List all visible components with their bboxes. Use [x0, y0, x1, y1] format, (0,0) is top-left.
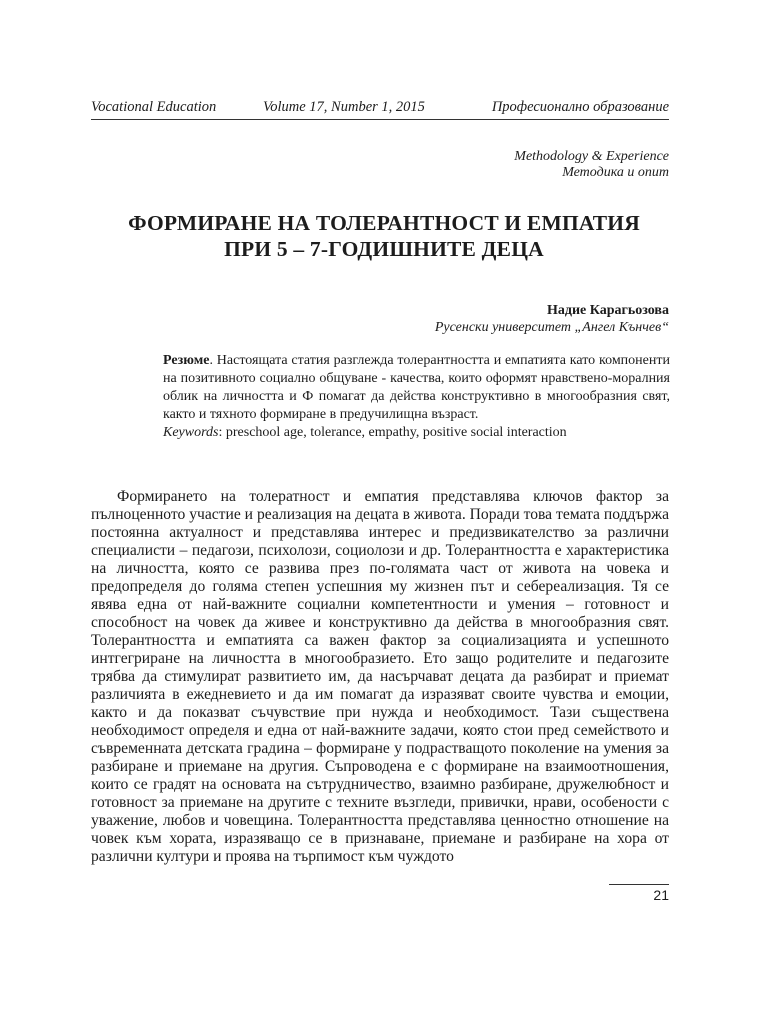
header-rule	[91, 119, 669, 120]
article-title-line-1: ФОРМИРАНЕ НА ТОЛЕРАНТНОСТ И ЕМПАТИЯ	[128, 211, 640, 235]
abstract-paragraph	[163, 352, 670, 424]
article-title	[80, 210, 688, 262]
author-block	[435, 302, 669, 336]
section-label-bg: Методика и опит	[562, 165, 669, 180]
body-paragraph: Формирането на толератност и емпатия представлява ключов фактор за пълноценното участие и реализация на децата в живота. Поради това темата поддържа постоянна актуалност и представлява интерес и предизвикателство за различни специалисти – педагози, психолози, социолози и др. Толерантността е характеристика на личността, която се развива през по-голямата част от живота на човека и предопределя до голяма степен успешния му жизнен път и себереализация. Тя се явява една от най-важните социални компетентности и умения – готовност и способност на човек да живее и конструктивно да действа в многообразния свят. Толерантността и емпатията са важен фактор за социализацията и успешното интгегриране на личността в многообразието. Ето защо родителите и педагозите трябва да стимулират развитието им, да насърчават децата да разбират и приемат различията в ежедневието и да им помагат да изразяват своите чувства и емоции, както и да показват съчувствие при нужда и необходимост. Тази съществена необходимост определя и една от най-важните задачи, която стои пред семейството и съвременната детската градина – формиране у подрастващото поколение на умения за разбиране и приемане на другия. Съпроводена е с формиране на взаимоотношения, които се градят на основата на сътрудничество, взаимно разбиране, дружелюбност и готовност за приемане на другите с техните възгледи, привички, нрави, особености с уважение, любов и човещина. Толерантността представлява ценностно отношение на човек към хората, изразяващо се в признаване, приемане и разбиране на хора от различни култури и проява на търпимост към чуждото	[91, 488, 669, 865]
abstract-text: . Настоящата статия разглежда толерантността и емпатията като компоненти на позитивното социално общуване - качества, които оформят нравствено-моралния облик на личността и Ф помагат да действа конструктивно в многообразния свят, както и тяхното формиране в предучилищна възраст.	[163, 353, 670, 422]
journal-title-bg: Професионално образование	[491, 99, 669, 115]
keywords-label: Keywords	[163, 425, 219, 440]
author-name: Надие Карагьозова	[546, 303, 669, 318]
body-text	[91, 488, 669, 866]
keywords-text: : preschool age, tolerance, empathy, positive social interaction	[218, 425, 567, 440]
keywords-line	[163, 424, 670, 442]
volume-info: Volume 17, Number 1, 2015	[263, 99, 425, 115]
page-number: 21	[653, 887, 669, 903]
abstract-block	[163, 352, 670, 442]
footer-rule	[609, 884, 669, 885]
running-header	[91, 99, 669, 117]
journal-title-en: Vocational Education	[91, 99, 217, 115]
abstract-label: Резюме	[163, 353, 210, 368]
author-affiliation: Русенски университет „Ангел Кънчев“	[434, 320, 669, 335]
article-title-line-2: ПРИ 5 – 7-ГОДИШНИТЕ ДЕЦА	[224, 237, 544, 261]
section-label	[514, 149, 669, 181]
section-label-en: Methodology & Experience	[514, 149, 669, 164]
